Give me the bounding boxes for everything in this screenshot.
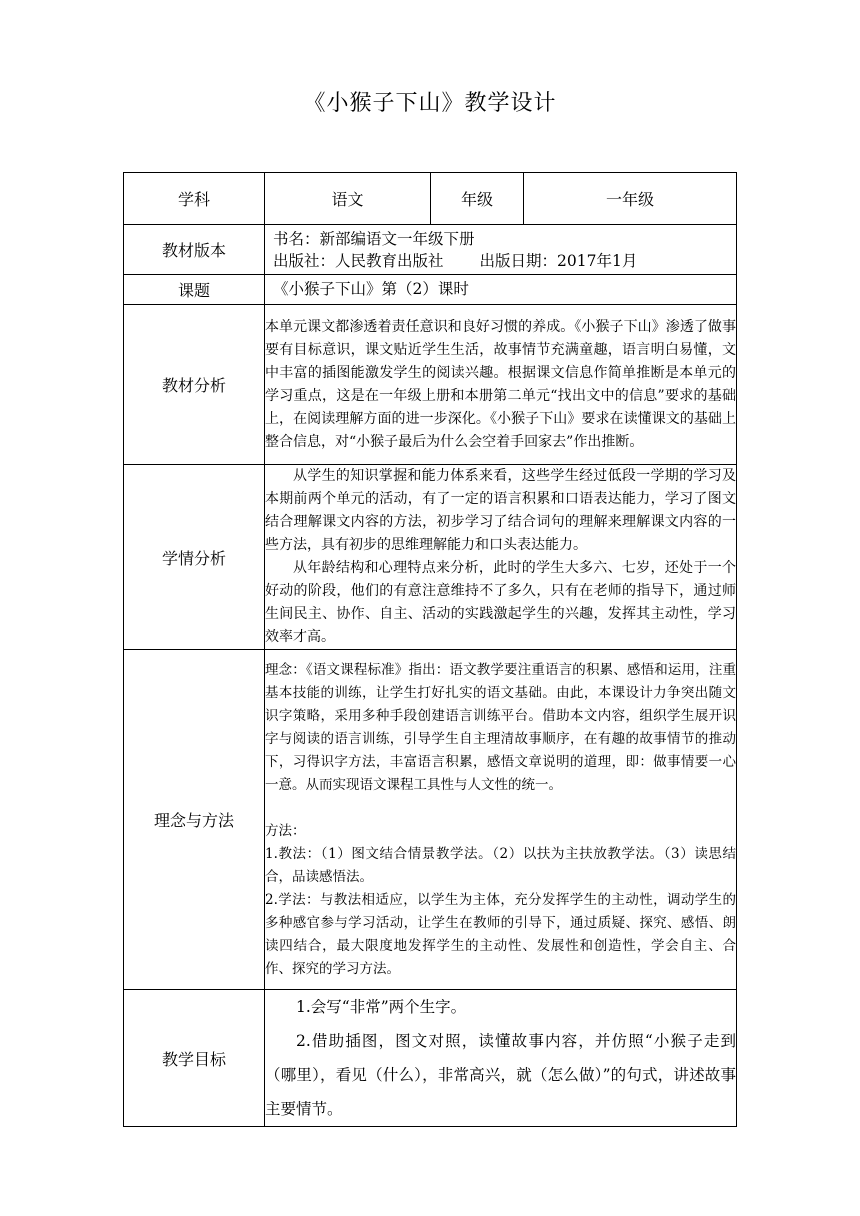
goals-text <box>265 990 737 1127</box>
topic-row <box>124 275 737 305</box>
analysis-text: 本单元课文都渗透着责任意识和良好习惯的养成。《小猴子下山》渗透了做事要有目标意识，课文贴近学生生活，故事情节充满童趣，语言明白易懂，文中丰富的插图能激发学生的阅读兴趣。根据课文信息作简单推断是本单元的学习重点，这是在一年级上册和本册第二单元“找出文中的信息”要求的基础上，在阅读理解方面的进一步深化。《小猴子下山》要求在读懂课文的基础上整合信息，对“小猴子最后为什么会空着手回家去”作出推断。 <box>265 305 737 465</box>
method-heading: 方法： <box>265 822 306 839</box>
subject-label: 学科 <box>124 173 265 225</box>
topic-value: 《小猴子下山》第（2）课时 <box>265 275 737 305</box>
method-text <box>265 650 737 990</box>
subject-row <box>124 173 737 225</box>
edition-label: 教材版本 <box>124 225 265 275</box>
learner-paragraph-2: 从年龄结构和心理特点来分析，此时的学生大多六、七岁，还处于一个好动的阶段，他们的有意注意维持不了多久，只有在老师的指导下，通过师生间民主、协作、自主、活动的实践激起学生的兴趣，发挥其主动性，学习效率才高。 <box>265 560 736 645</box>
edition-value <box>265 225 737 275</box>
analysis-label: 教材分析 <box>124 305 265 465</box>
grade-label: 年级 <box>431 173 524 225</box>
publisher: 出版社：人民教育出版社 <box>273 251 444 270</box>
book-name: 书名：新部编语文一年级下册 <box>273 229 475 248</box>
page-title: 《小猴子下山》教学设计 <box>303 91 557 116</box>
subject-value: 语文 <box>265 173 431 225</box>
grade-value: 一年级 <box>524 173 737 225</box>
method-row <box>124 650 737 990</box>
publish-date: 出版日期：2017年1月 <box>479 251 638 270</box>
goals-label: 教学目标 <box>124 990 265 1127</box>
learner-paragraph-1: 从学生的知识掌握和能力体系来看，这些学生经过低段一学期的学习及本期前两个单元的活动，有了一定的语言积累和口语表达能力，学习了图文结合理解课文内容的方法，初步学习了结合词句的理解来理解课文内容的一些方法，具有初步的思维理解能力和口头表达能力。 <box>265 468 736 553</box>
method-item-2: 2.学法：与教法相适应，以学生为主体，充分发挥学生的主动性，调动学生的多种感官参与学习活动，让学生在教师的引导下，通过质疑、探究、感悟、朗读四结合，最大限度地发挥学生的主动性、发展性和创造性，学会自主、合作、探究的学习方法。 <box>265 891 736 977</box>
method-concept: 理念：《语文课程标准》指出：语文教学要注重语言的积累、感悟和运用，注重基本技能的训练，让学生打好扎实的语文基础。由此，本课设计力争突出随文识字策略，采用多种手段创建语言训练平台。借助本文内容，组织学生展开识字与阅读的语言训练，引导学生自主理清故事顺序，在有趣的故事情节的推动下，习得识字方法，丰富语言积累，感悟文章说明的道理，即：做事情要一心一意。从而实现语文课程工具性与人文性的统一。 <box>265 661 736 793</box>
learner-text <box>265 465 737 650</box>
learner-row <box>124 465 737 650</box>
goal-1: 1.会写“非常”两个生字。 <box>296 998 467 1016</box>
method-item-1: 1.教法：（1）图文结合情景教学法。（2）以扶为主扶放教学法。（3）读思结合，品读感悟法。 <box>265 845 736 885</box>
topic-label: 课题 <box>124 275 265 305</box>
edition-row <box>124 225 737 275</box>
analysis-row <box>124 305 737 465</box>
goal-2: 2.借助插图，图文对照，读懂故事内容，并仿照“小猴子走到（哪里），看见（什么），非常高兴，就（怎么做）”的句式，讲述故事主要情节。 <box>265 1032 736 1118</box>
goals-row <box>124 990 737 1127</box>
method-label: 理念与方法 <box>124 650 265 990</box>
learner-label: 学情分析 <box>124 465 265 650</box>
lesson-plan-table <box>123 172 737 1127</box>
